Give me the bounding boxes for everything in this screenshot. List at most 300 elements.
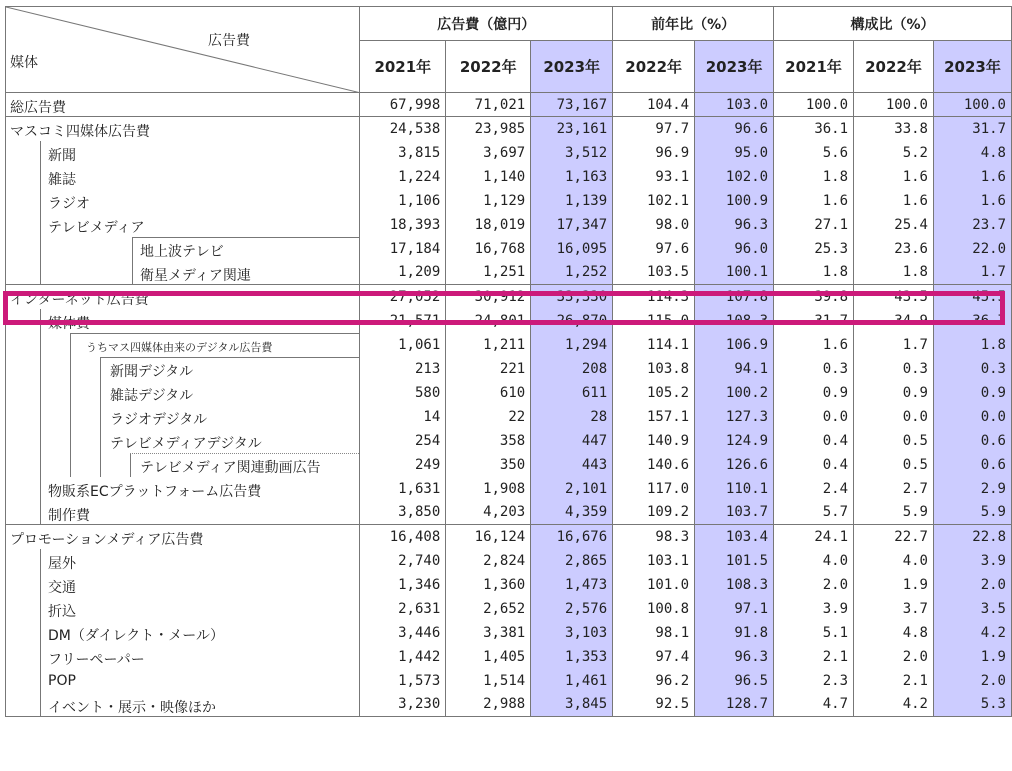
value-cell: 39.8: [774, 285, 854, 309]
value-cell: 1.7: [854, 333, 934, 357]
value-cell: 1.6: [933, 189, 1011, 213]
row-label: 交通: [48, 579, 76, 596]
value-cell: 100.8: [613, 597, 695, 621]
value-cell: 97.4: [613, 645, 695, 669]
value-cell: 140.9: [613, 429, 695, 453]
guide-line: [100, 453, 101, 477]
row-label: 新聞デジタル: [110, 363, 194, 380]
value-cell: 447: [531, 429, 613, 453]
table-row: [6, 645, 1012, 669]
value-cell: 100.0: [774, 93, 854, 117]
table-row: [6, 141, 1012, 165]
year-header: 2022年: [613, 41, 695, 93]
value-cell: 1.8: [774, 165, 854, 189]
value-cell: 27.1: [774, 213, 854, 237]
row-label: 雑誌デジタル: [110, 387, 194, 404]
value-cell: 0.3: [933, 357, 1011, 381]
value-cell: 22.0: [933, 237, 1011, 261]
value-cell: 25.4: [854, 213, 934, 237]
guide-line: [70, 333, 359, 334]
row-label: マスコミ四媒体広告費: [10, 124, 150, 140]
value-cell: 1,251: [446, 261, 531, 285]
value-cell: 100.2: [695, 381, 774, 405]
row-label-cell: [6, 141, 360, 165]
value-cell: 124.9: [695, 429, 774, 453]
row-label-cell: [6, 597, 360, 621]
value-cell: 23,985: [446, 117, 531, 141]
value-cell: 16,768: [446, 237, 531, 261]
table-row: [6, 477, 1012, 501]
value-cell: 2,988: [446, 693, 531, 717]
row-label: 衛星メディア関連: [140, 267, 251, 284]
value-cell: 4.7: [774, 693, 854, 717]
value-cell: 1,514: [446, 669, 531, 693]
value-cell: 3,230: [360, 693, 446, 717]
row-label: テレビメディアデジタル: [110, 435, 262, 452]
table-row: [6, 381, 1012, 405]
value-cell: 28: [531, 405, 613, 429]
value-cell: 157.1: [613, 405, 695, 429]
guide-line: [40, 693, 41, 717]
value-cell: 100.0: [933, 93, 1011, 117]
guide-line: [100, 405, 101, 429]
value-cell: 1,129: [446, 189, 531, 213]
value-cell: 1.6: [854, 165, 934, 189]
row-label-cell: [6, 117, 360, 141]
table-row: [6, 549, 1012, 573]
row-label-cell: [6, 453, 360, 477]
table-row: [6, 525, 1012, 549]
value-cell: 3,446: [360, 621, 446, 645]
value-cell: 4.0: [774, 549, 854, 573]
row-label: ラジオデジタル: [110, 411, 208, 428]
value-cell: 1,442: [360, 645, 446, 669]
value-cell: 0.0: [933, 405, 1011, 429]
value-cell: 4,359: [531, 501, 613, 525]
value-cell: 103.8: [613, 357, 695, 381]
guide-line: [40, 357, 41, 381]
value-cell: 4.2: [933, 621, 1011, 645]
value-cell: 2,824: [446, 549, 531, 573]
value-cell: 5.7: [774, 501, 854, 525]
guide-line: [40, 573, 41, 597]
diagonal-line: [6, 7, 360, 93]
guide-line: [40, 405, 41, 429]
table-row: [6, 213, 1012, 237]
value-cell: 3,512: [531, 141, 613, 165]
value-cell: 3,381: [446, 621, 531, 645]
year-header: 2023年: [933, 41, 1011, 93]
value-cell: 2.0: [933, 573, 1011, 597]
row-label-cell: [6, 165, 360, 189]
group-header-adspend: 広告費（億円）: [360, 7, 613, 41]
row-label-cell: [6, 645, 360, 669]
value-cell: 0.9: [854, 381, 934, 405]
value-cell: 18,393: [360, 213, 446, 237]
row-label: イベント・展示・映像ほか: [48, 699, 216, 716]
value-cell: 97.7: [613, 117, 695, 141]
value-cell: 91.8: [695, 621, 774, 645]
value-cell: 36.1: [774, 117, 854, 141]
guide-line: [40, 597, 41, 621]
value-cell: 101.0: [613, 573, 695, 597]
value-cell: 0.0: [774, 405, 854, 429]
value-cell: 71,021: [446, 93, 531, 117]
guide-line: [40, 261, 41, 285]
value-cell: 1.8: [854, 261, 934, 285]
value-cell: 4,203: [446, 501, 531, 525]
guide-line: [100, 381, 101, 405]
value-cell: 3,815: [360, 141, 446, 165]
value-cell: 2.0: [854, 645, 934, 669]
value-cell: 31.7: [933, 117, 1011, 141]
row-label-cell: [6, 189, 360, 213]
guide-line: [100, 429, 101, 453]
value-cell: 3,103: [531, 621, 613, 645]
value-cell: 1.9: [933, 645, 1011, 669]
value-cell: 2.3: [774, 669, 854, 693]
row-label-cell: [6, 333, 360, 357]
guide-line: [70, 429, 71, 453]
value-cell: 98.0: [613, 213, 695, 237]
year-header: 2023年: [695, 41, 774, 93]
guide-line: [132, 237, 133, 261]
row-label-cell: [6, 501, 360, 525]
guide-line: [40, 621, 41, 645]
guide-line: [132, 261, 133, 285]
value-cell: 3.7: [854, 597, 934, 621]
value-cell: 1,353: [531, 645, 613, 669]
value-cell: 1,163: [531, 165, 613, 189]
row-label: テレビメディア関連動画広告: [140, 459, 321, 476]
row-label: 地上波テレビ: [140, 243, 224, 260]
value-cell: 100.1: [695, 261, 774, 285]
value-cell: 1,224: [360, 165, 446, 189]
value-cell: 27,052: [360, 285, 446, 309]
corner-label-adspend: 広告費: [208, 33, 250, 49]
value-cell: 2,631: [360, 597, 446, 621]
guide-line: [70, 405, 71, 429]
value-cell: 97.1: [695, 597, 774, 621]
ad-spend-table-container: [5, 6, 1012, 717]
value-cell: 100.9: [695, 189, 774, 213]
value-cell: 128.7: [695, 693, 774, 717]
value-cell: 43.5: [854, 285, 934, 309]
guide-line: [40, 213, 41, 237]
value-cell: 221: [446, 357, 531, 381]
guide-line: [40, 189, 41, 213]
ad-spend-table: [5, 6, 1012, 717]
value-cell: 114.1: [613, 333, 695, 357]
value-cell: 1,294: [531, 333, 613, 357]
table-row: [6, 189, 1012, 213]
row-label: 物販系ECプラットフォーム広告費: [48, 483, 262, 500]
value-cell: 5.1: [774, 621, 854, 645]
row-label: プロモーションメディア広告費: [10, 532, 204, 548]
value-cell: 92.5: [613, 693, 695, 717]
table-row: [6, 621, 1012, 645]
row-label-cell: [6, 405, 360, 429]
value-cell: 0.4: [774, 429, 854, 453]
value-cell: 1.7: [933, 261, 1011, 285]
value-cell: 2,740: [360, 549, 446, 573]
value-cell: 1.6: [774, 189, 854, 213]
value-cell: 100.0: [854, 93, 934, 117]
value-cell: 2,101: [531, 477, 613, 501]
guide-line: [70, 333, 71, 357]
value-cell: 3.9: [774, 597, 854, 621]
value-cell: 0.5: [854, 429, 934, 453]
value-cell: 1,140: [446, 165, 531, 189]
value-cell: 2.0: [933, 669, 1011, 693]
value-cell: 94.1: [695, 357, 774, 381]
value-cell: 98.1: [613, 621, 695, 645]
value-cell: 97.6: [613, 237, 695, 261]
row-label: 媒体費: [48, 315, 90, 332]
value-cell: 104.4: [613, 93, 695, 117]
table-row: [6, 693, 1012, 717]
row-label: POP: [48, 672, 76, 689]
row-label: 屋外: [48, 555, 76, 572]
guide-line: [40, 453, 41, 477]
value-cell: 249: [360, 453, 446, 477]
value-cell: 22.7: [854, 525, 934, 549]
value-cell: 25.3: [774, 237, 854, 261]
value-cell: 96.2: [613, 669, 695, 693]
row-label: 折込: [48, 603, 76, 620]
guide-line: [40, 381, 41, 405]
group-header-share: 構成比（%）: [774, 7, 1012, 41]
value-cell: 0.6: [933, 453, 1011, 477]
value-cell: 93.1: [613, 165, 695, 189]
table-row: [6, 453, 1012, 477]
guide-line: [40, 645, 41, 669]
row-label-cell: [6, 213, 360, 237]
value-cell: 4.8: [933, 141, 1011, 165]
guide-line: [40, 549, 41, 573]
row-label: DM（ダイレクト・メール）: [48, 627, 225, 644]
table-row: [6, 429, 1012, 453]
guide-line: [100, 357, 101, 381]
guide-line: [40, 237, 41, 261]
value-cell: 106.9: [695, 333, 774, 357]
value-cell: 1,473: [531, 573, 613, 597]
value-cell: 14: [360, 405, 446, 429]
value-cell: 4.2: [854, 693, 934, 717]
guide-line: [40, 309, 41, 333]
row-label: テレビメディア: [48, 219, 145, 236]
table-row: [6, 357, 1012, 381]
value-cell: 109.2: [613, 501, 695, 525]
value-cell: 610: [446, 381, 531, 405]
value-cell: 1,139: [531, 189, 613, 213]
value-cell: 1,209: [360, 261, 446, 285]
value-cell: 16,408: [360, 525, 446, 549]
value-cell: 108.3: [695, 573, 774, 597]
row-label-cell: [6, 381, 360, 405]
value-cell: 1,405: [446, 645, 531, 669]
value-cell: 0.3: [774, 357, 854, 381]
value-cell: 3,697: [446, 141, 531, 165]
value-cell: 350: [446, 453, 531, 477]
value-cell: 21,571: [360, 309, 446, 333]
value-cell: 127.3: [695, 405, 774, 429]
table-row: [6, 117, 1012, 141]
value-cell: 96.5: [695, 669, 774, 693]
year-header: 2021年: [360, 41, 446, 93]
table-row: [6, 333, 1012, 357]
value-cell: 96.6: [695, 117, 774, 141]
value-cell: 2.1: [854, 669, 934, 693]
value-cell: 1.6: [774, 333, 854, 357]
value-cell: 101.5: [695, 549, 774, 573]
value-cell: 24,538: [360, 117, 446, 141]
value-cell: 31.7: [774, 309, 854, 333]
guide-line: [130, 453, 359, 454]
row-label-cell: [6, 525, 360, 549]
value-cell: 0.9: [933, 381, 1011, 405]
value-cell: 2.0: [774, 573, 854, 597]
value-cell: 96.3: [695, 645, 774, 669]
value-cell: 580: [360, 381, 446, 405]
value-cell: 95.0: [695, 141, 774, 165]
value-cell: 0.9: [774, 381, 854, 405]
value-cell: 105.2: [613, 381, 695, 405]
value-cell: 103.1: [613, 549, 695, 573]
value-cell: 3,845: [531, 693, 613, 717]
value-cell: 107.8: [695, 285, 774, 309]
value-cell: 5.3: [933, 693, 1011, 717]
guide-line: [130, 453, 131, 477]
value-cell: 18,019: [446, 213, 531, 237]
table-row: [6, 165, 1012, 189]
value-cell: 0.0: [854, 405, 934, 429]
value-cell: 1.8: [774, 261, 854, 285]
value-cell: 96.0: [695, 237, 774, 261]
guide-line: [40, 429, 41, 453]
table-row: [6, 261, 1012, 285]
value-cell: 3.9: [933, 549, 1011, 573]
row-label-cell: [6, 693, 360, 717]
value-cell: 2.4: [774, 477, 854, 501]
value-cell: 114.3: [613, 285, 695, 309]
group-header-yoy: 前年比（%）: [613, 7, 774, 41]
value-cell: 1,908: [446, 477, 531, 501]
value-cell: 102.1: [613, 189, 695, 213]
table-row: [6, 573, 1012, 597]
guide-line: [40, 165, 41, 189]
table-body: [6, 93, 1012, 717]
row-label-cell: [6, 237, 360, 261]
value-cell: 3,850: [360, 501, 446, 525]
value-cell: 96.3: [695, 213, 774, 237]
row-label-cell: [6, 357, 360, 381]
value-cell: 5.9: [933, 501, 1011, 525]
table-row: [6, 597, 1012, 621]
value-cell: 4.8: [854, 621, 934, 645]
row-label: 総広告費: [10, 100, 66, 116]
value-cell: 611: [531, 381, 613, 405]
value-cell: 5.6: [774, 141, 854, 165]
guide-line: [40, 477, 41, 501]
value-cell: 110.1: [695, 477, 774, 501]
value-cell: 0.5: [854, 453, 934, 477]
value-cell: 67,998: [360, 93, 446, 117]
value-cell: 3.5: [933, 597, 1011, 621]
row-label-cell: [6, 477, 360, 501]
row-label-cell: [6, 573, 360, 597]
table-row: [6, 405, 1012, 429]
value-cell: 30,912: [446, 285, 531, 309]
value-cell: 126.6: [695, 453, 774, 477]
value-cell: 98.3: [613, 525, 695, 549]
table-row: [6, 501, 1012, 525]
value-cell: 1,631: [360, 477, 446, 501]
guide-line: [100, 357, 359, 358]
value-cell: 26,870: [531, 309, 613, 333]
guide-line: [40, 141, 41, 165]
value-cell: 1.6: [854, 189, 934, 213]
value-cell: 213: [360, 357, 446, 381]
value-cell: 103.7: [695, 501, 774, 525]
table-row: [6, 237, 1012, 261]
value-cell: 1.6: [933, 165, 1011, 189]
value-cell: 103.5: [613, 261, 695, 285]
row-label-cell: [6, 285, 360, 309]
value-cell: 254: [360, 429, 446, 453]
value-cell: 1,346: [360, 573, 446, 597]
value-cell: 1,252: [531, 261, 613, 285]
value-cell: 36.7: [933, 309, 1011, 333]
value-cell: 73,167: [531, 93, 613, 117]
value-cell: 0.3: [854, 357, 934, 381]
value-cell: 1,211: [446, 333, 531, 357]
year-header: 2023年: [531, 41, 613, 93]
row-label: ラジオ: [48, 195, 90, 212]
value-cell: 1,061: [360, 333, 446, 357]
value-cell: 2.9: [933, 477, 1011, 501]
value-cell: 1,573: [360, 669, 446, 693]
value-cell: 96.9: [613, 141, 695, 165]
row-label: 新聞: [48, 147, 76, 164]
row-label-cell: [6, 621, 360, 645]
row-label: フリーペーパー: [48, 651, 145, 668]
table-row: [6, 285, 1012, 309]
value-cell: 1,106: [360, 189, 446, 213]
table-row: [6, 93, 1012, 117]
value-cell: 5.2: [854, 141, 934, 165]
value-cell: 115.0: [613, 309, 695, 333]
value-cell: 208: [531, 357, 613, 381]
value-cell: 33,330: [531, 285, 613, 309]
year-header: 2022年: [854, 41, 934, 93]
value-cell: 22.8: [933, 525, 1011, 549]
value-cell: 2.7: [854, 477, 934, 501]
table-row: [6, 309, 1012, 333]
row-label-cell: [6, 309, 360, 333]
value-cell: 33.8: [854, 117, 934, 141]
value-cell: 2.1: [774, 645, 854, 669]
value-cell: 17,347: [531, 213, 613, 237]
value-cell: 2,576: [531, 597, 613, 621]
value-cell: 22: [446, 405, 531, 429]
value-cell: 34.9: [854, 309, 934, 333]
guide-line: [132, 237, 359, 238]
row-label-cell: [6, 261, 360, 285]
value-cell: 16,676: [531, 525, 613, 549]
value-cell: 358: [446, 429, 531, 453]
value-cell: 1.8: [933, 333, 1011, 357]
